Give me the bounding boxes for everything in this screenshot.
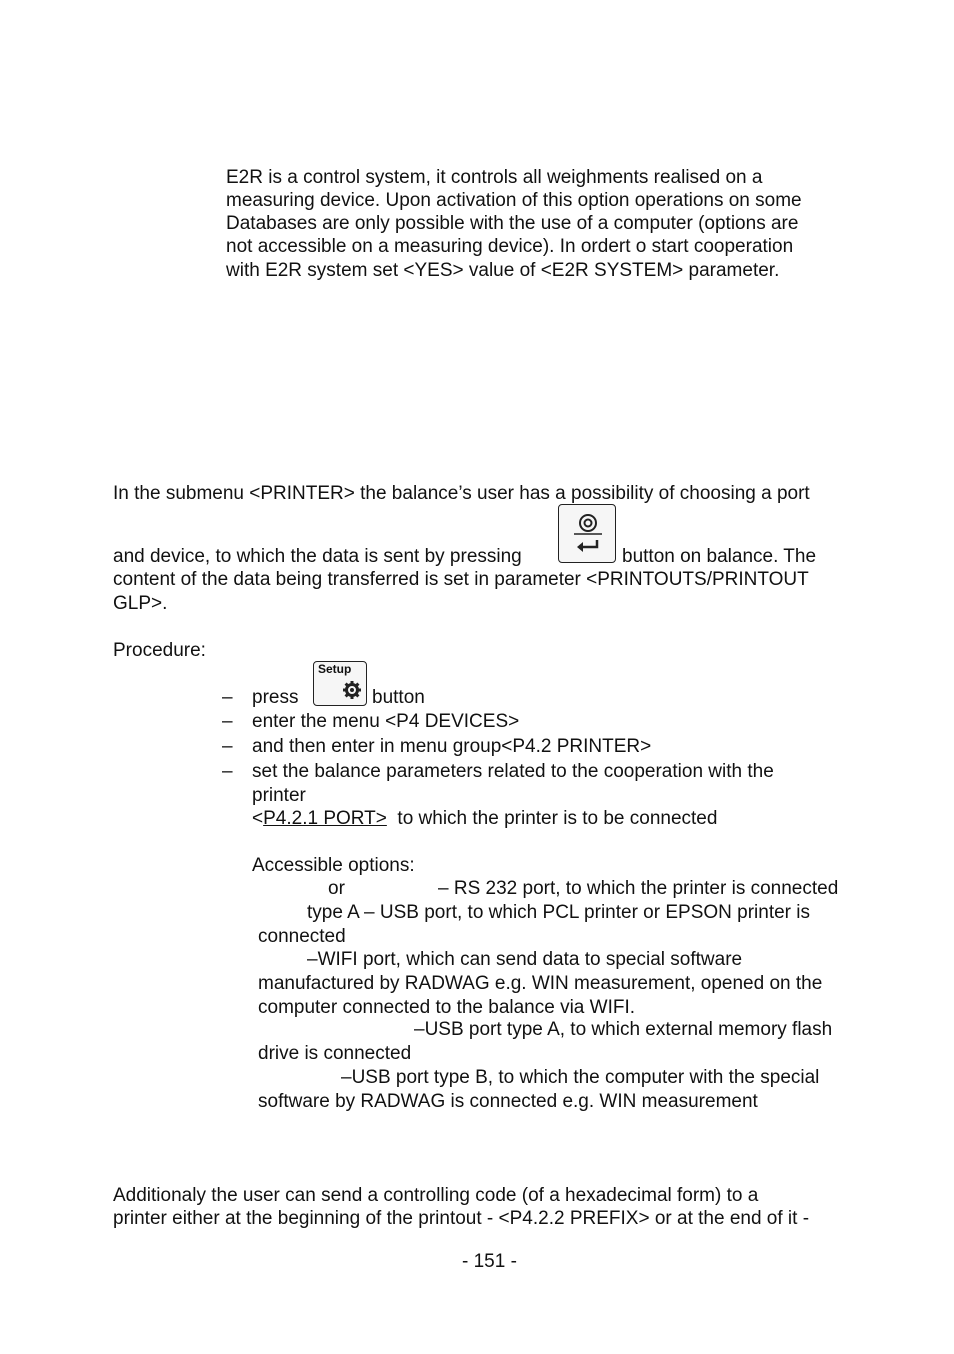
additional-line-1: Additionaly the user can send a controlling code (of a hexadecimal form) to a <box>113 1185 759 1206</box>
printer-line-2-after: button on balance. The <box>622 546 817 567</box>
printer-line-3: content of the data being transferred is set in parameter <PRINTOUTS/PRINTOUT <box>113 569 809 590</box>
option-usb-b-line-2: software by RADWAG is connected e.g. WIN measurement <box>258 1091 758 1112</box>
step-2-text: enter the menu <P4 DEVICES> <box>252 711 520 732</box>
option-usb-a-line-1: type A – USB port, to which PCL printer or EPSON printer is <box>307 902 811 923</box>
printer-line-1: In the submenu <PRINTER> the balance’s user has a possibility of choosing a port <box>113 483 810 504</box>
e2r-line-3: Databases are only possible with the use of a computer (options are <box>226 213 799 234</box>
option-usb-b-line-1: –USB port type B, to which the computer with the special <box>341 1067 820 1088</box>
additional-line-2: printer either at the beginning of the printout - <P4.2.2 PREFIX> or at the end of it - <box>113 1208 810 1229</box>
printer-line-4: GLP>. <box>113 593 168 614</box>
option-usb-a-line-2: connected <box>258 926 346 947</box>
port-parameter-name: P4.2.1 PORT> <box>263 808 387 829</box>
printer-line-2-before: and device, to which the data is sent by pressing <box>113 546 522 567</box>
option-rs232-desc: – RS 232 port, to which the printer is connected <box>438 878 839 899</box>
step-3-dash: – <box>222 736 233 757</box>
option-wifi-line-2: manufactured by RADWAG e.g. WIN measurement, opened on the <box>258 973 823 994</box>
e2r-line-1: E2R is a control system, it controls all weighments realised on a <box>226 167 763 188</box>
options-label: Accessible options: <box>252 855 415 876</box>
setup-key-label: Setup <box>318 662 352 676</box>
page-number: - 151 - <box>462 1251 517 1272</box>
step-1-press: press <box>252 687 299 708</box>
setup-gear-key-icon <box>313 661 367 706</box>
step-4-line-2: printer <box>252 785 306 806</box>
option-wifi-line-1: –WIFI port, which can send data to special software <box>307 949 743 970</box>
option-rs232-or: or <box>328 878 345 899</box>
e2r-line-4: not accessible on a measuring device). In ordert o start cooperation <box>226 236 794 257</box>
e2r-line-2: measuring device. Upon activation of this option operations on some <box>226 190 802 211</box>
step-2-dash: – <box>222 711 233 732</box>
print-enter-key-icon <box>558 504 616 563</box>
e2r-line-5: with E2R system set <YES> value of <E2R SYSTEM> parameter. <box>226 260 780 281</box>
port-parameter-line <box>252 807 717 830</box>
port-open-bracket: < <box>252 808 264 829</box>
port-parameter-desc: to which the printer is to be connected <box>386 808 718 829</box>
step-4-dash: – <box>222 761 233 782</box>
step-3-text: and then enter in menu group<P4.2 PRINTER> <box>252 736 652 757</box>
step-4-line-1: set the balance parameters related to the cooperation with the <box>252 761 774 782</box>
step-1-dash: – <box>222 687 233 708</box>
option-wifi-line-3: computer connected to the balance via WIFI. <box>258 997 636 1018</box>
procedure-label: Procedure: <box>113 640 206 661</box>
option-flash-line-2: drive is connected <box>258 1043 412 1064</box>
option-flash-line-1: –USB port type A, to which external memory flash <box>414 1019 833 1040</box>
step-1-button: button <box>372 687 425 708</box>
